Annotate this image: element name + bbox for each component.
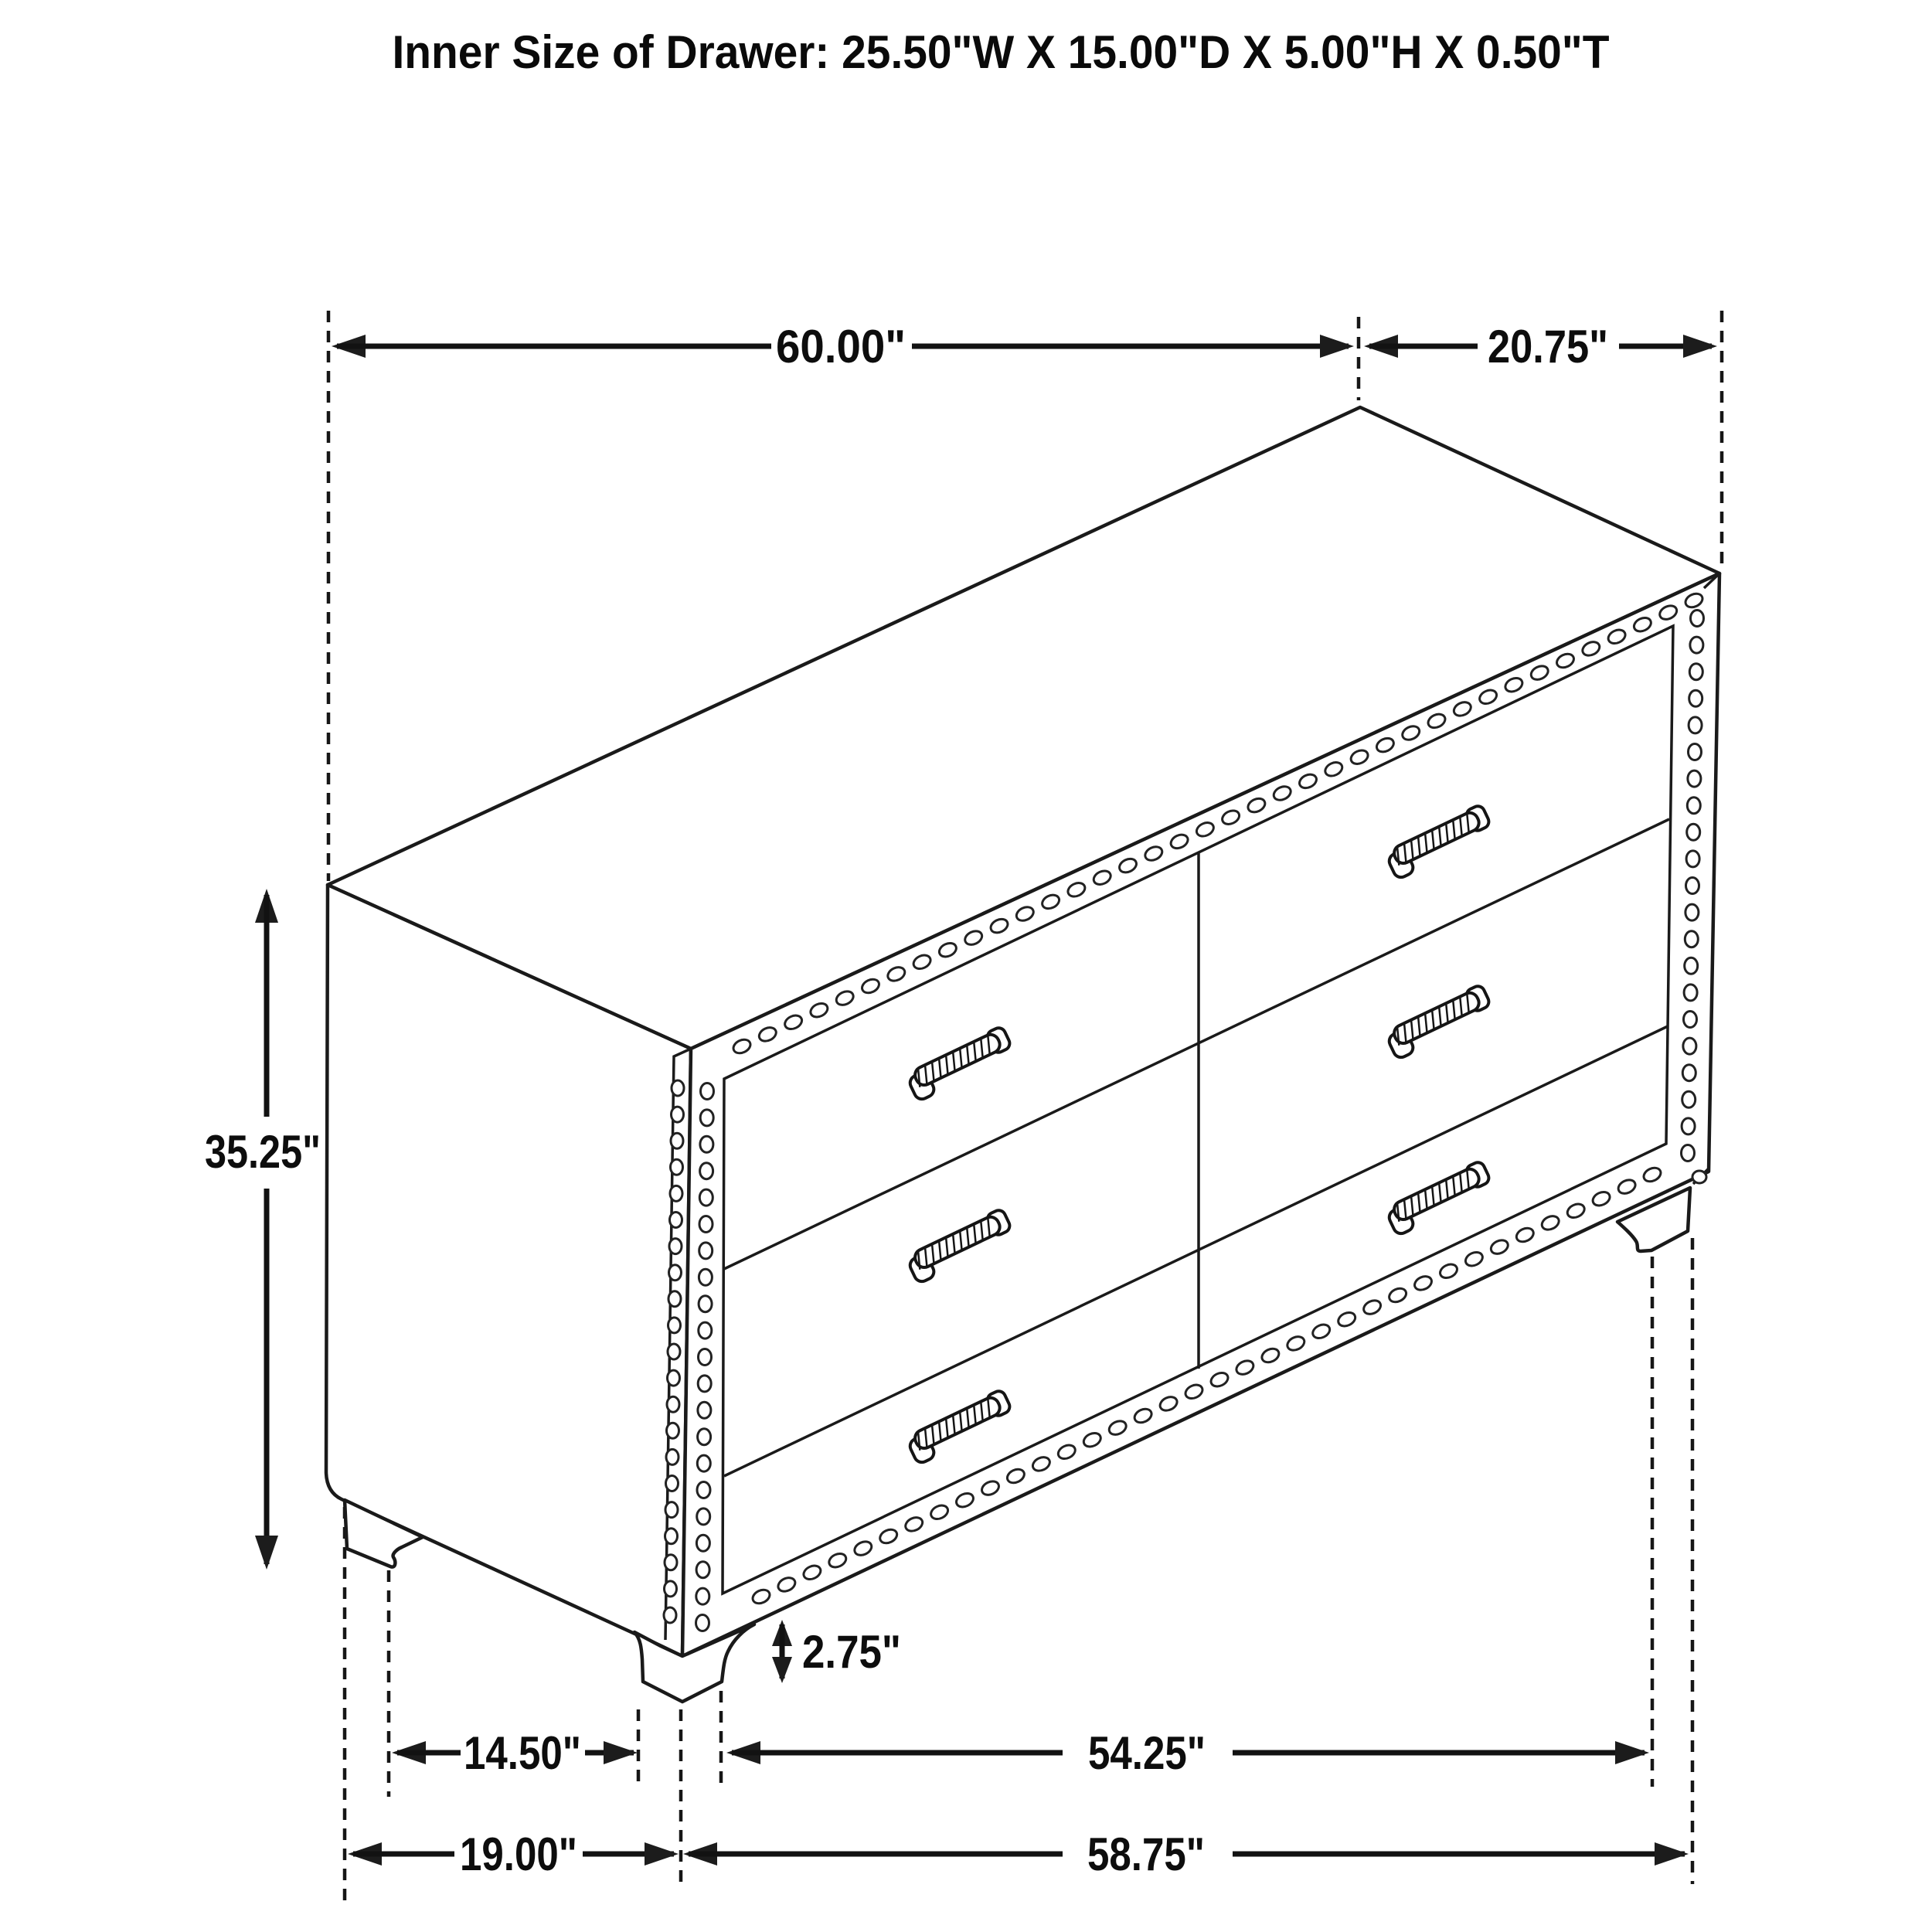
arrowhead-right [645, 1842, 679, 1866]
nailhead-icon [668, 1370, 680, 1386]
arrowhead-right [1320, 335, 1354, 358]
nailhead-icon [698, 1376, 711, 1392]
nailhead-icon [667, 1423, 679, 1438]
dim-floor-width-label: 58.75" [1087, 1828, 1205, 1880]
nailhead-icon [669, 1239, 682, 1254]
nailhead-icon [1686, 851, 1699, 867]
nailhead-icon [672, 1080, 684, 1096]
nailhead-icon [1685, 904, 1699, 920]
dim-floor-depth [348, 1828, 679, 1880]
nailhead-icon [665, 1529, 678, 1544]
nailhead-icon [671, 1159, 683, 1175]
arrowhead-right [604, 1741, 638, 1764]
dim-side-leg-spacing [392, 1727, 638, 1779]
nailhead-icon [1687, 824, 1700, 840]
nailhead-icon [1689, 744, 1702, 760]
nailhead-icon [666, 1449, 679, 1464]
nailhead-icon [1689, 664, 1702, 680]
nailhead-icon [1688, 770, 1701, 787]
nailhead-icon [664, 1607, 676, 1623]
nailhead-icon [667, 1396, 679, 1412]
nailhead-icon [1682, 1145, 1695, 1162]
nailhead-icon [699, 1349, 712, 1366]
nailhead-icon [699, 1216, 713, 1233]
nailhead-icon [696, 1615, 709, 1631]
nailhead-icon [696, 1562, 709, 1578]
dim-front-leg-spacing-label: 54.25" [1088, 1727, 1206, 1779]
nailhead-icon [1687, 798, 1700, 814]
dim-side-leg-spacing-label: 14.50" [464, 1727, 581, 1779]
nailhead-icon [699, 1296, 712, 1312]
nailhead-icon [1689, 717, 1702, 733]
dim-overall-height-label: 35.25" [205, 1126, 321, 1178]
nailhead-icon [1682, 1118, 1695, 1134]
nailhead-icon [1682, 1091, 1696, 1107]
nailhead-icon [1684, 985, 1697, 1001]
dim-overall-depth-label: 20.75" [1488, 321, 1608, 372]
nailhead-icon [1684, 1012, 1697, 1028]
arrowhead-right [1615, 1741, 1649, 1764]
dim-overall-width-label: 60.00" [776, 321, 906, 372]
nailhead-icon [669, 1265, 682, 1281]
nailhead-icon [701, 1083, 714, 1100]
nailhead-icon [1691, 611, 1704, 627]
nailhead-icon [668, 1291, 681, 1307]
nailhead-icon [665, 1581, 677, 1597]
nailhead-icon [696, 1535, 709, 1551]
nailhead-icon [666, 1476, 679, 1492]
dim-front-leg-spacing [726, 1727, 1649, 1779]
nailhead-icon [1683, 1038, 1696, 1054]
nailhead-icon [668, 1318, 681, 1333]
nailhead-icon [696, 1588, 709, 1604]
nailhead-icon [1689, 690, 1702, 706]
nailhead-icon [698, 1429, 711, 1445]
nailhead-icon [665, 1502, 678, 1518]
arrowhead-right [1655, 1842, 1689, 1866]
nailhead-icon [699, 1189, 713, 1206]
nailhead-icon [699, 1322, 712, 1338]
dim-overall-width [332, 321, 1354, 372]
dim-leg-height-label: 2.75" [802, 1626, 901, 1678]
nailhead-icon [699, 1269, 712, 1285]
page-title: Inner Size of Drawer: 25.50"W X 15.00"D X 5.00"H X 0.50"T [392, 26, 1610, 78]
nailhead-icon [1685, 957, 1698, 974]
dim-overall-height [205, 889, 321, 1570]
nailhead-icon [700, 1163, 713, 1179]
nailhead-icon [672, 1107, 684, 1122]
nailhead-icon [670, 1185, 682, 1201]
nailhead-icon [700, 1136, 713, 1152]
nailhead-icon [1682, 1065, 1696, 1081]
nailhead-icon [698, 1402, 711, 1418]
nailhead-icon [1686, 878, 1699, 894]
trim-corner-stud [1692, 1171, 1706, 1183]
nailhead-icon [671, 1133, 683, 1148]
dim-overall-depth [1364, 321, 1717, 372]
arrowhead-down [772, 1657, 792, 1683]
nailhead-icon [1690, 637, 1703, 653]
nailhead-icon [700, 1110, 713, 1126]
nailhead-icon [1685, 931, 1698, 947]
nailhead-icon [697, 1482, 710, 1498]
arrowhead-right [1683, 335, 1717, 358]
nailhead-icon [670, 1213, 682, 1228]
nailhead-icon [697, 1455, 710, 1471]
dresser-drawing [326, 407, 1719, 1702]
dim-floor-width [683, 1828, 1689, 1880]
nailhead-icon [665, 1555, 677, 1570]
nailhead-icon [668, 1344, 680, 1359]
nailhead-icon [699, 1243, 713, 1259]
dim-leg-height [772, 1620, 901, 1683]
dim-floor-depth-label: 19.00" [460, 1828, 577, 1880]
nailhead-icon [697, 1509, 710, 1525]
arrowhead-down [255, 1536, 278, 1570]
